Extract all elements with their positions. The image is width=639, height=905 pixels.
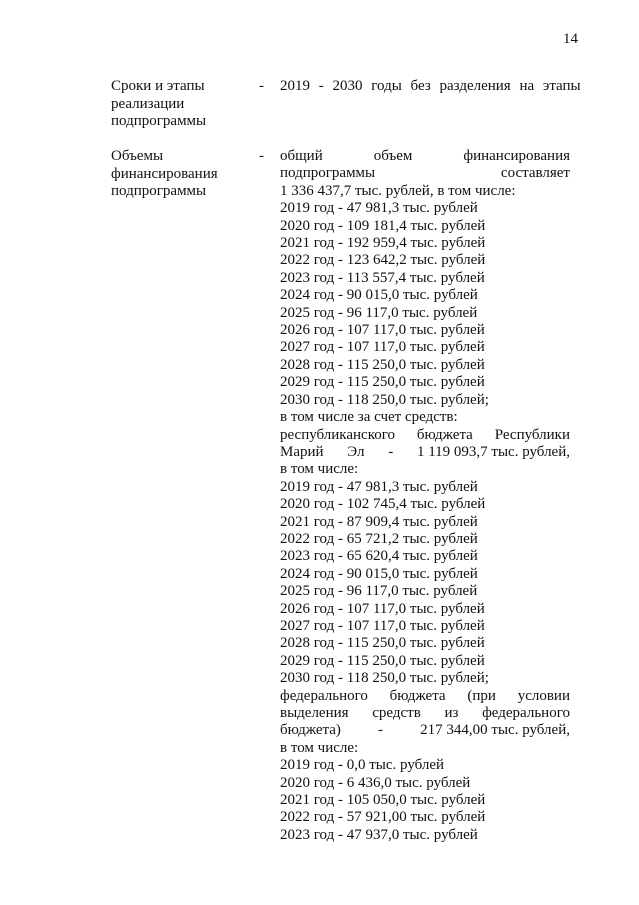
- year-item: 2020 год - 109 181,4 тыс. рублей: [280, 217, 486, 234]
- republic-word: -: [388, 443, 394, 460]
- intro-word: финансирования: [463, 148, 570, 164]
- republic-line: [280, 427, 570, 444]
- funding-total: 1 336 437,7 тыс. рублей, в том числе:: [280, 182, 516, 199]
- including-label: в том числе за счет средств:: [280, 409, 458, 426]
- republic-line: [280, 444, 570, 461]
- republic-tail: в том числе:: [280, 461, 359, 478]
- year-item: 2022 год - 57 921,00 тыс. рублей: [280, 809, 486, 826]
- year-item: 2027 год - 107 117,0 тыс. рублей: [280, 617, 485, 634]
- funding-intro-line: [280, 165, 570, 182]
- intro-word: составляет: [500, 165, 570, 182]
- federal-word: выделения: [280, 705, 349, 721]
- year-item: 2030 год - 118 250,0 тыс. рублей;: [280, 670, 489, 687]
- federal-word: федерального: [482, 705, 570, 721]
- federal-word: бюджета: [389, 687, 446, 704]
- federal-word: (при: [467, 687, 496, 704]
- terms-label: [111, 78, 251, 131]
- federal-line: [280, 688, 570, 705]
- federal-line: [280, 722, 570, 739]
- terms-label-line: Сроки и этапы: [111, 78, 205, 94]
- year-item: 2023 год - 47 937,0 тыс. рублей: [280, 826, 478, 843]
- intro-word: подпрограммы: [280, 165, 376, 182]
- republic-word: Республики: [494, 426, 570, 443]
- year-item: 2023 год - 113 557,4 тыс. рублей: [280, 269, 485, 286]
- funding-dash: -: [259, 148, 264, 164]
- year-item: 2021 год - 105 050,0 тыс. рублей: [280, 792, 486, 809]
- republic-years-list: [280, 479, 570, 688]
- funding-label-line: подпрограммы: [111, 183, 207, 199]
- funding-intro-line: [280, 148, 570, 165]
- year-item: 2025 год - 96 117,0 тыс. рублей: [280, 583, 478, 600]
- funding-label-line: Объемы: [111, 148, 164, 164]
- terms-dash: -: [259, 78, 264, 94]
- federal-years-list: [280, 757, 570, 844]
- federal-word: федерального: [280, 687, 368, 704]
- year-item: 2019 год - 0,0 тыс. рублей: [280, 757, 445, 774]
- year-item: 2029 год - 115 250,0 тыс. рублей: [280, 652, 485, 669]
- republic-word: Марий: [280, 443, 324, 460]
- republic-word: республиканского: [280, 426, 395, 443]
- intro-word: общий: [280, 148, 323, 164]
- page-number: 14: [563, 31, 578, 47]
- funding-value: [280, 148, 570, 844]
- funding-label: [111, 148, 251, 201]
- republic-amount: 1 119 093,7 тыс. рублей,: [416, 443, 570, 460]
- year-item: 2027 год - 107 117,0 тыс. рублей: [280, 339, 485, 356]
- year-item: 2029 год - 115 250,0 тыс. рублей: [280, 374, 485, 391]
- year-item: 2028 год - 115 250,0 тыс. рублей: [280, 356, 485, 373]
- year-item: 2022 год - 123 642,2 тыс. рублей: [280, 252, 486, 269]
- federal-word: условии: [517, 687, 570, 704]
- federal-word: средств: [372, 705, 421, 721]
- intro-word: объем: [373, 148, 413, 164]
- year-item: 2020 год - 6 436,0 тыс. рублей: [280, 774, 471, 791]
- year-item: 2020 год - 102 745,4 тыс. рублей: [280, 496, 486, 513]
- year-item: 2030 год - 118 250,0 тыс. рублей;: [280, 391, 489, 408]
- republic-word: Эл: [347, 443, 365, 460]
- year-item: 2024 год - 90 015,0 тыс. рублей: [280, 287, 478, 304]
- year-item: 2024 год - 90 015,0 тыс. рублей: [280, 565, 478, 582]
- federal-tail: в том числе:: [280, 739, 359, 756]
- funding-label-line: финансирования: [111, 165, 218, 182]
- year-item: 2026 год - 107 117,0 тыс. рублей: [280, 322, 485, 339]
- federal-word: бюджета): [280, 722, 341, 739]
- federal-word: из: [444, 705, 459, 721]
- terms-label-line: подпрограммы: [111, 113, 207, 129]
- year-item: 2021 год - 192 959,4 тыс. рублей: [280, 235, 486, 252]
- total-years-list: [280, 200, 570, 409]
- year-item: 2028 год - 115 250,0 тыс. рублей: [280, 635, 485, 652]
- year-item: 2025 год - 96 117,0 тыс. рублей: [280, 304, 478, 321]
- federal-line: [280, 705, 570, 722]
- year-item: 2023 год - 65 620,4 тыс. рублей: [280, 548, 478, 565]
- federal-amount: 217 344,00 тыс. рублей,: [420, 722, 570, 739]
- year-item: 2026 год - 107 117,0 тыс. рублей: [280, 600, 485, 617]
- year-item: 2019 год - 47 981,3 тыс. рублей: [280, 200, 478, 217]
- terms-value: 2019 - 2030 годы без разделения на этапы: [280, 78, 581, 94]
- year-item: 2019 год - 47 981,3 тыс. рублей: [280, 478, 478, 495]
- terms-label-line: реализации: [111, 95, 185, 112]
- year-item: 2022 год - 65 721,2 тыс. рублей: [280, 530, 478, 547]
- republic-word: бюджета: [416, 426, 473, 443]
- federal-word: -: [378, 722, 384, 739]
- year-item: 2021 год - 87 909,4 тыс. рублей: [280, 513, 478, 530]
